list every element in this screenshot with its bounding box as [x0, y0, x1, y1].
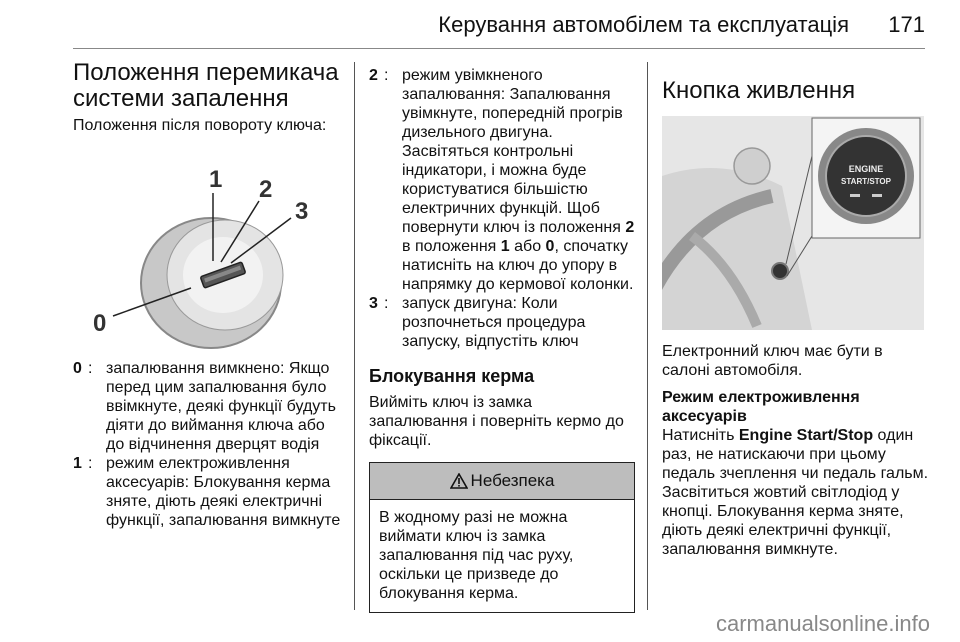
warning-box [369, 462, 635, 613]
position-item-1: 1 : режим електроживлення аксесуарів: Блокування керма зняте, діють деякі електричні функції, запалювання вимкнуте [73, 455, 341, 529]
accessory-mode-heading: Режим електроживлення аксесуарів [662, 389, 860, 425]
steering-lock-heading: Блокування керма [369, 366, 535, 386]
column-left [73, 60, 341, 530]
position-item-0: 0 : запалювання вимкнено: Якщо перед цим запалювання було ввімкнуте, деякі функції будуть діяти до виймання ключа або до відчинення дверцят водія [73, 360, 336, 453]
footer-watermark: carmanualsonline.info [715, 611, 930, 636]
page-header [73, 10, 925, 44]
section-heading-power-button: Кнопка живлення [662, 77, 856, 104]
button-label-line1: ENGINE [848, 164, 884, 174]
header-title: Керування автомобілем та експлуатація [438, 12, 849, 37]
small-start-button [772, 263, 788, 279]
position-label-2: 2 [259, 176, 273, 203]
button-led-left [850, 194, 860, 197]
instrument-dial [734, 148, 770, 184]
warning-header [370, 463, 634, 500]
warning-text: В жодному разі не можна виймати ключ із замка запалювання під час руху, оскільки це призведе до блокування керма. [379, 509, 574, 602]
position-item-3: 3 : запуск двигуна: Коли розпочнеться процедура запуску, відпустіть ключ [369, 295, 586, 350]
steering-lock-text: Вийміть ключ із замка запалювання і поверніть кермо до фіксації. [369, 394, 624, 449]
section-heading-ignition: Положення перемикача системи запалення [73, 59, 339, 112]
start-stop-button-illustration [662, 116, 924, 330]
position-label-0: 0 [93, 310, 107, 337]
ignition-switch-illustration [73, 141, 341, 351]
button-led-right [872, 194, 882, 197]
engine-start-stop-button [826, 136, 906, 216]
page-number: 171 [888, 12, 925, 37]
column-divider-1 [354, 62, 355, 610]
accessory-mode-text: Натисніть Engine Start/Stop один раз, не натискаючи при цьому педаль зчеплення чи педаль гальм. Засвітиться жовтий світлодіод у кнопці. Блокування керма зняте, діють деякі електричні функції, запалювання вимкнуте. [662, 427, 929, 558]
warning-triangle-icon [450, 473, 468, 489]
position-label-3: 3 [295, 198, 309, 225]
column-middle [369, 66, 635, 613]
power-button-caption: Електронний ключ має бути в салоні автомобіля. [662, 343, 883, 379]
position-item-2: 2 : режим увімкненого запалювання: Запалювання увімкнуте, попередній прогрів дизельного двигуна. Засвітяться контрольні індикатори, і можна буде користуватися більшістю електричних функцій. Щоб повернути ключ із положення 2 в положення 1 або 0, спочатку натисніть на ключ до упору в напрямку до кермової колонки. [369, 67, 635, 293]
position-label-1: 1 [209, 166, 223, 193]
button-label-line2: START/STOP [841, 177, 891, 186]
warning-title: Небезпека [470, 471, 555, 490]
intro-text: Положення після повороту ключа: [73, 117, 327, 134]
column-divider-2 [647, 62, 648, 610]
header-rule [73, 48, 925, 49]
column-right [662, 60, 932, 559]
